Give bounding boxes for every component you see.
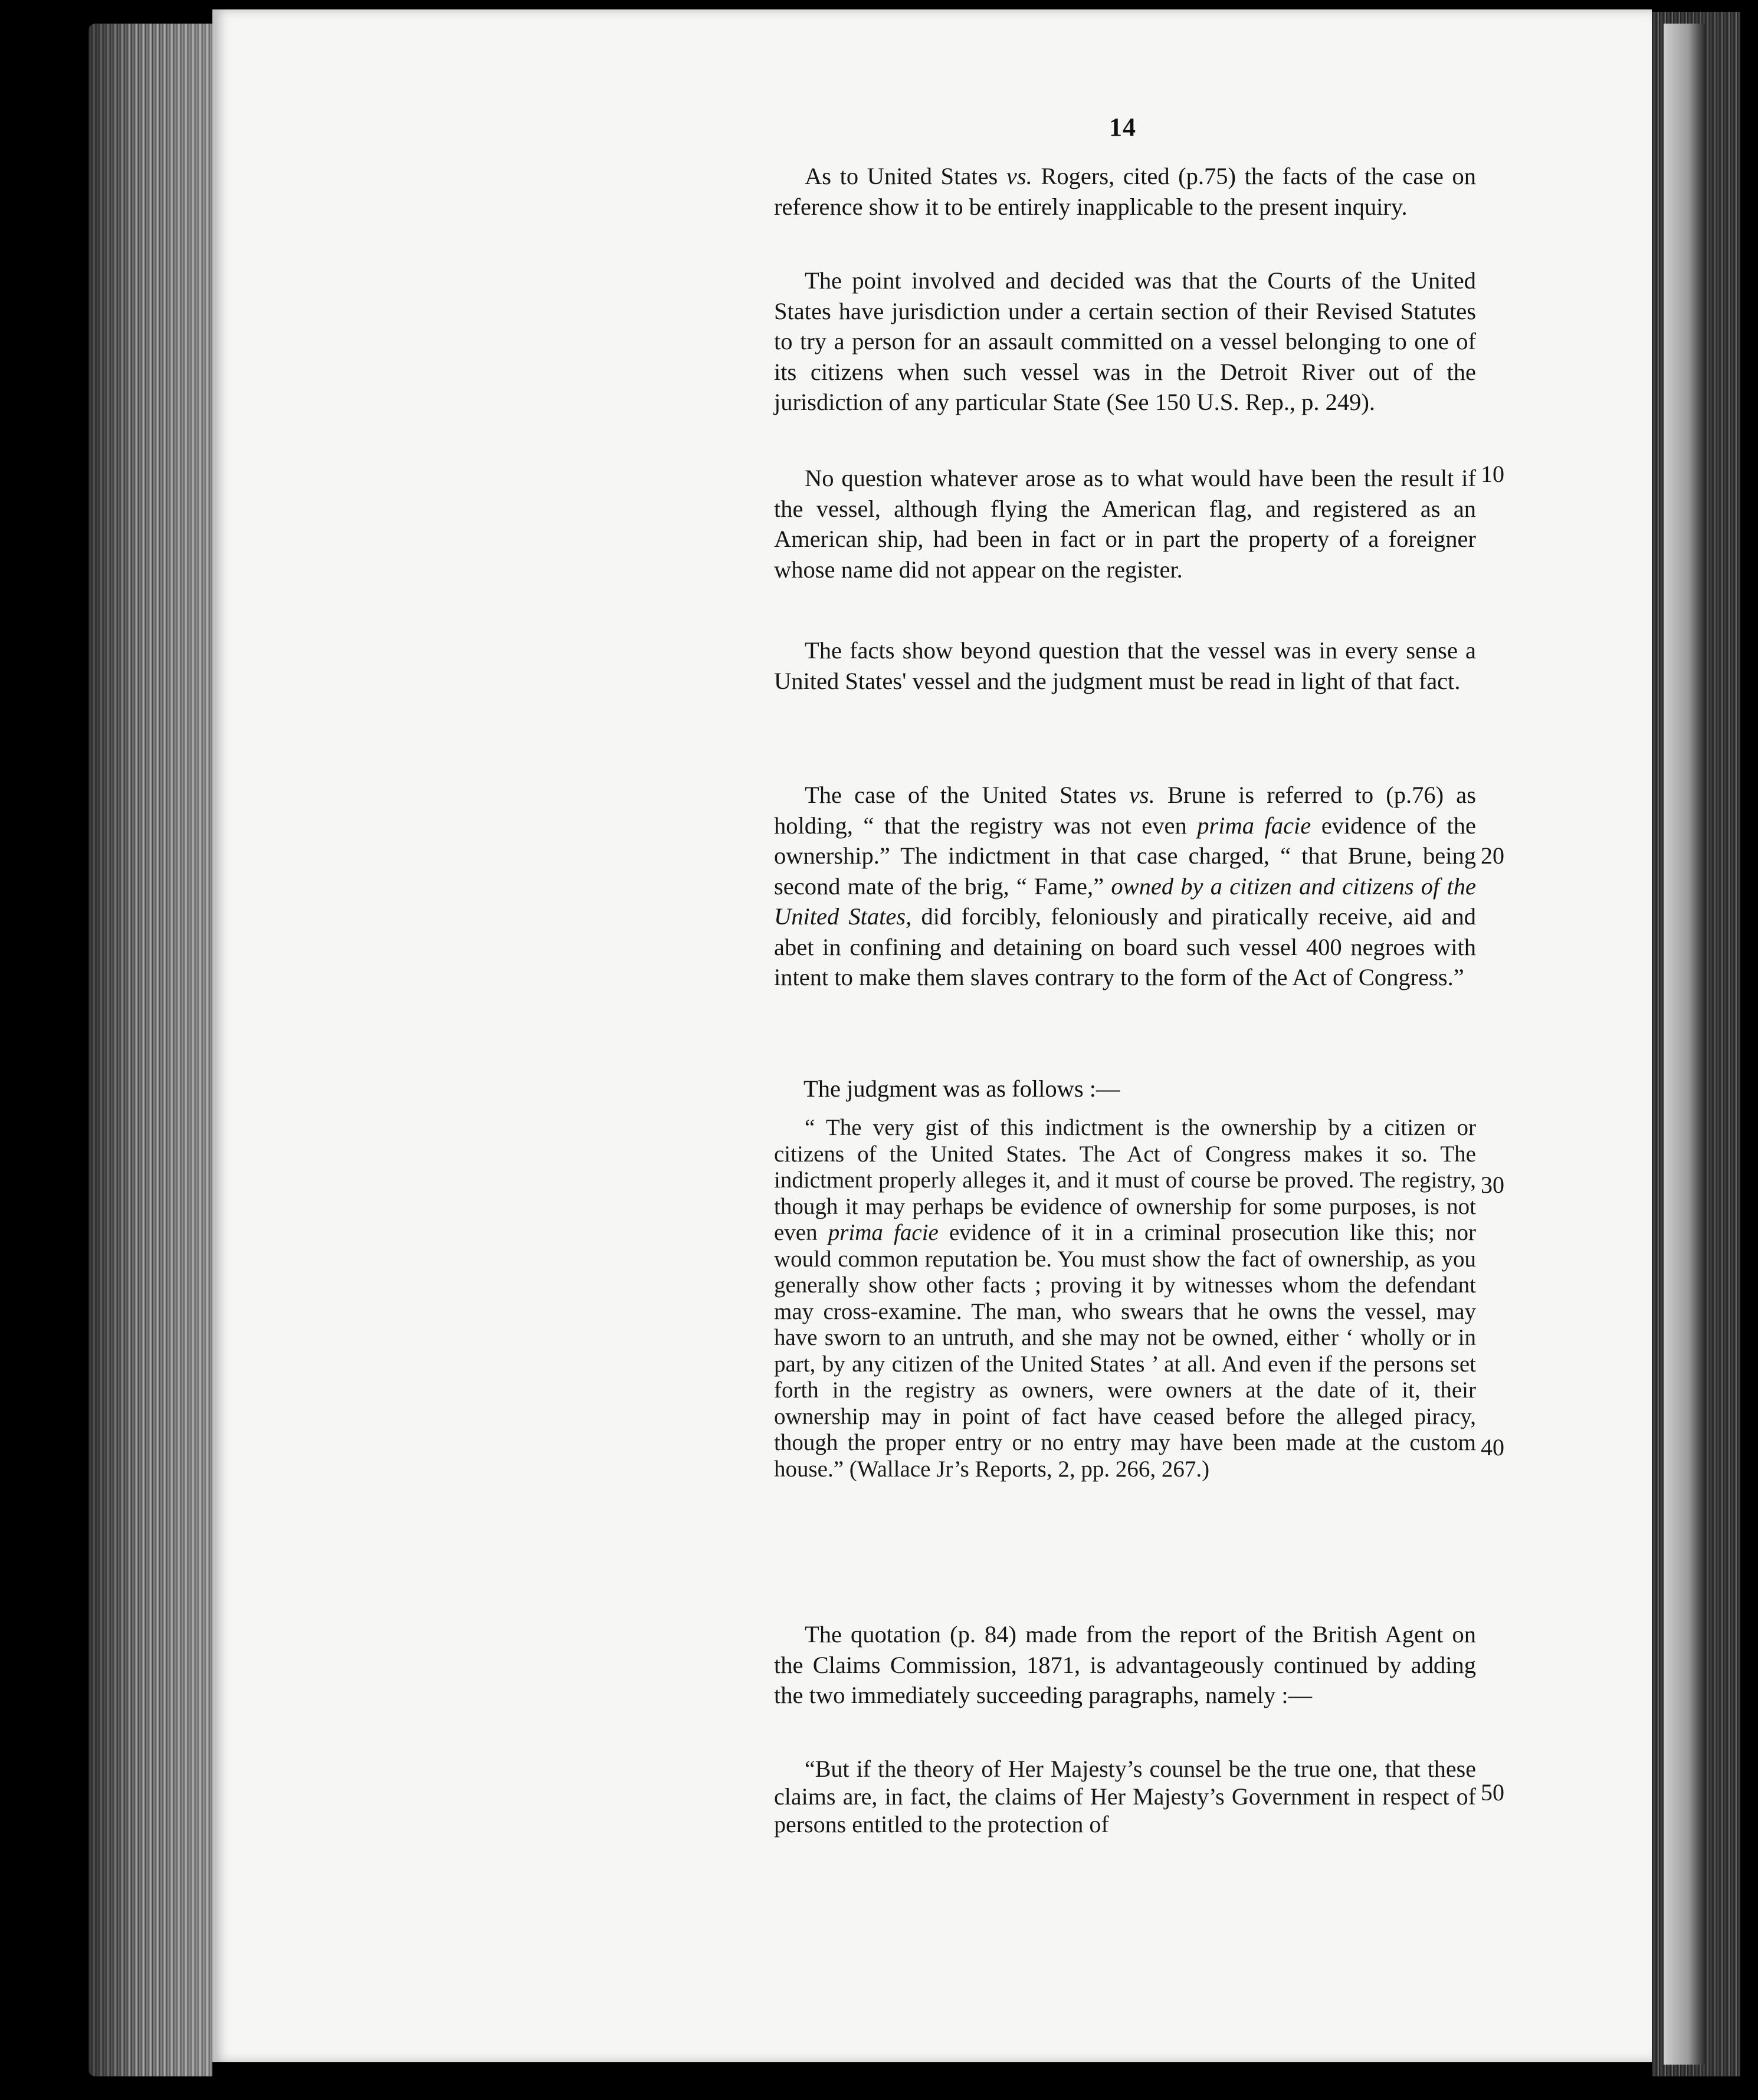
line-number-marker: 50	[1481, 1779, 1504, 1806]
text-run: As to United States	[805, 163, 1006, 189]
text-run: evidence of it in a criminal prosecution like this; nor would common reputation be. You must show the fact of ownership, as you generally show other facts ; proving it by witnesses whom the defendant may cross-examine. The man, who swears that he owns the vessel, may have sworn to an untruth, and she may not be owned, either ‘ wholly or in part, by any citizen of the United States ’ at all. And even if the persons set forth in the registry as owners, were owners at the date of it, their ownership may in point of fact have ceased before the alleged piracy, though the proper entry or no entry may have been made at the custom house.” (Wallace Jr’s Reports, 2, pp. 266, 267.)	[774, 1220, 1477, 1482]
paragraph-point-involved: The point involved and decided was that the Courts of the United States have jurisdiction under a certain section of their Revised Statutes to try a person for an assault committed on a vessel belonging to one of its citizens when such vessel was in the Detroit River out of the jurisdiction of any particular State (See 150 U.S. Rep., p. 249).	[774, 267, 1476, 415]
italic-run: vs.	[1129, 782, 1155, 808]
paragraph-facts-show: The facts show beyond question that the vessel was in every sense a United States' vessel and the judgment must be read in light of that fact.	[774, 637, 1476, 694]
book-edge-shadow	[88, 24, 212, 2076]
line-number-marker: 30	[1481, 1172, 1504, 1198]
line-number-marker: 10	[1481, 461, 1504, 487]
judgment-intro: The judgment was as follows :—	[803, 1075, 1120, 1102]
line-number-marker: 40	[1481, 1434, 1504, 1461]
italic-run: vs.	[1006, 163, 1032, 189]
paragraph-brune-case	[774, 780, 1476, 993]
text-run: Brune is referred to (p.76) as holding, “ that the registry was not even	[774, 782, 1477, 839]
paragraph-rogers-case	[774, 161, 1476, 222]
italic-run: prima facie	[1197, 812, 1311, 839]
paragraph-quotation: The quotation (p. 84) made from the report of the British Agent on the Claims Commission, 1871, is advantageously continued by adding the two immediately succeeding paragraphs, namely :—	[774, 1621, 1476, 1708]
book-edge-highlight	[1664, 24, 1705, 2065]
italic-run: prima facie	[828, 1220, 939, 1245]
text-run: The case of the United States	[805, 782, 1129, 808]
text-run: “ The very gist of this indictment is the ownership by a citizen or citizens of the United States. The Act of Congress makes it so. The indictment properly alleges it, and it must of course be proved. The registry, though it may perhaps be evidence of ownership for some purposes, is not even	[774, 1115, 1476, 1245]
paragraph-no-question: No question whatever arose as to what would have been the result if the vessel, although flying the American flag, and registered as an American ship, had been in fact or in part the property of a foreigner whose name did not appear on the register.	[774, 465, 1476, 583]
text-run: evidence of the ownership.” The indictment in that case charged, “ that Brune, being second mate of the brig, “ Fame,”	[774, 812, 1477, 900]
text-run: did forcibly, feloniously and piratically receive, aid and abet in confining and detaining on board such vessel 400 negroes with intent to make them slaves contrary to the form of the Act of Congress.”	[774, 903, 1476, 990]
italic-run: owned by a citizen and citizens of the United States,	[774, 872, 1476, 930]
paragraph-but-if: “But if the theory of Her Majesty’s counsel be the true one, that these claims are, in fact, the claims of Her Majesty’s Government in respect of persons entitled to the protection of	[774, 1756, 1476, 1838]
judgment-quote	[774, 1115, 1476, 1482]
line-number-marker: 20	[1481, 842, 1504, 869]
text-run: Rogers, cited (p.75) the facts of the case on reference show it to be entirely inapplicable to the present inquiry.	[774, 163, 1477, 220]
page-number: 14	[1109, 113, 1136, 142]
